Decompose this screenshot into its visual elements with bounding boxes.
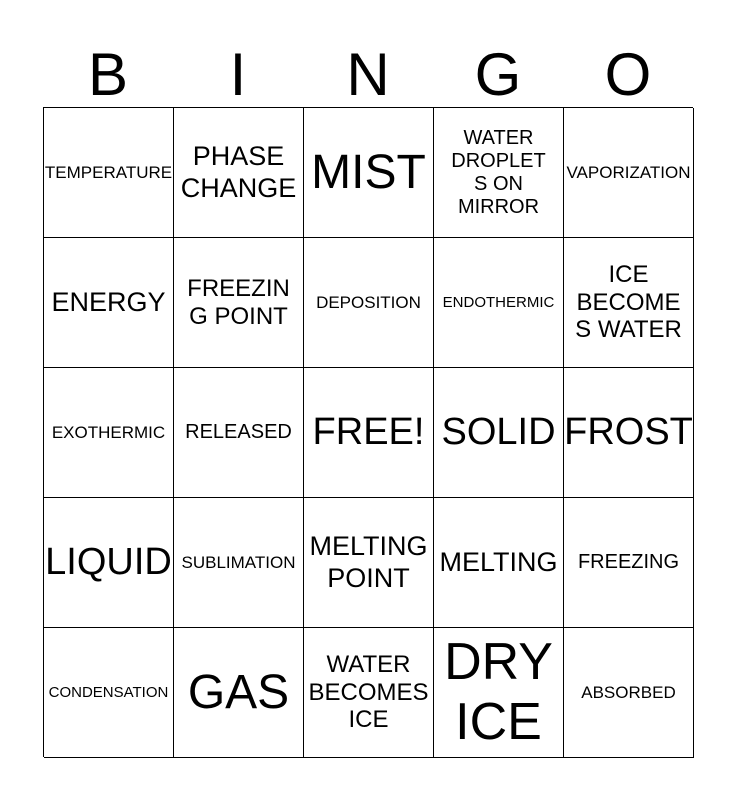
bingo-cell[interactable] xyxy=(174,368,304,498)
bingo-cell[interactable] xyxy=(44,238,174,368)
cell-label: ABSORBED xyxy=(581,682,676,702)
header-letter-b: B xyxy=(87,41,129,108)
cell-label: PHASE CHANGE xyxy=(180,141,297,203)
cell-label: DEPOSITION xyxy=(316,292,421,312)
bingo-cell[interactable] xyxy=(44,368,174,498)
cell-label: MIST xyxy=(311,145,426,199)
bingo-cell[interactable] xyxy=(44,628,174,758)
bingo-cell[interactable] xyxy=(44,498,174,628)
cell-label: FREEZING POINT xyxy=(187,274,290,330)
cell-label: ENERGY xyxy=(51,286,166,317)
cell-label: TEMPERATURE xyxy=(44,162,173,182)
bingo-cell[interactable] xyxy=(434,368,564,498)
cell-label: FREEZING xyxy=(577,551,680,573)
bingo-cell[interactable] xyxy=(304,108,434,238)
cell-label: MELTING xyxy=(439,546,558,577)
bingo-cell free-space[interactable] xyxy=(304,368,434,498)
free-space-label: FREE! xyxy=(312,410,425,453)
header-letter-i: I xyxy=(229,41,247,108)
cell-label: SOLID xyxy=(441,410,556,453)
bingo-cell[interactable] xyxy=(174,238,304,368)
cell-label: GAS xyxy=(187,665,290,719)
bingo-grid xyxy=(43,107,693,757)
bingo-header xyxy=(43,41,693,108)
bingo-cell[interactable] xyxy=(434,498,564,628)
cell-label: ICE BECOMES WATER xyxy=(575,261,682,344)
bingo-cell[interactable] xyxy=(304,498,434,628)
header-letter-o: O xyxy=(604,41,652,108)
cell-label: FROST xyxy=(564,410,693,453)
bingo-cell[interactable] xyxy=(564,498,694,628)
cell-label: SUBLIMATION xyxy=(181,552,296,572)
cell-label: CONDENSATION xyxy=(48,683,169,701)
bingo-cell[interactable] xyxy=(174,108,304,238)
cell-label: MELTING POINT xyxy=(309,531,428,593)
bingo-cell[interactable] xyxy=(564,368,694,498)
bingo-cell[interactable] xyxy=(304,238,434,368)
cell-label: WATER BECOMES ICE xyxy=(308,651,429,734)
cell-label: EXOTHERMIC xyxy=(51,422,166,442)
bingo-cell[interactable] xyxy=(564,628,694,758)
cell-label: LIQUID xyxy=(45,540,172,583)
cell-label: WATER DROPLETS ON MIRROR xyxy=(451,126,546,218)
cell-label: DRY ICE xyxy=(444,632,553,751)
cell-label: RELEASED xyxy=(185,421,292,443)
header-letter-g: G xyxy=(474,41,522,108)
cell-label: VAPORIZATION xyxy=(566,162,691,182)
header-letter-n: N xyxy=(346,41,390,108)
bingo-cell[interactable] xyxy=(564,108,694,238)
bingo-cell[interactable] xyxy=(564,238,694,368)
cell-label: ENDOTHERMIC xyxy=(442,293,555,311)
bingo-cell[interactable] xyxy=(304,628,434,758)
bingo-cell[interactable] xyxy=(434,108,564,238)
bingo-cell[interactable] xyxy=(434,628,564,758)
bingo-cell[interactable] xyxy=(174,498,304,628)
bingo-cell[interactable] xyxy=(174,628,304,758)
bingo-cell[interactable] xyxy=(434,238,564,368)
bingo-cell[interactable] xyxy=(44,108,174,238)
